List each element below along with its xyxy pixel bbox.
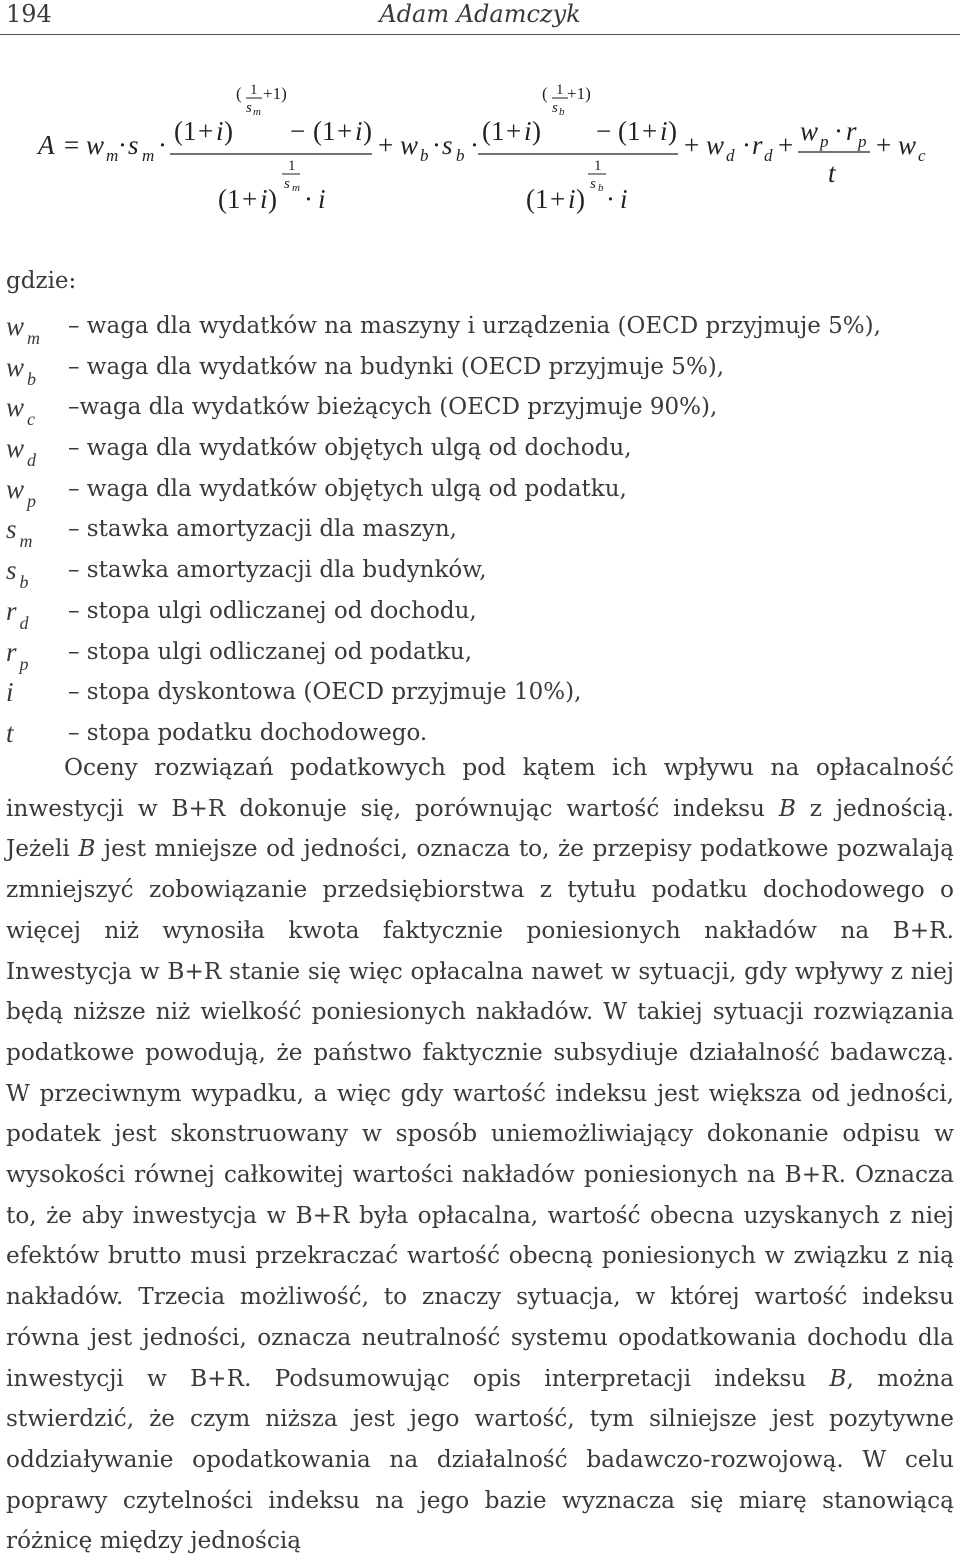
svg-text:+1): +1): [263, 84, 287, 103]
svg-text:s: s: [246, 100, 252, 116]
svg-text:b: b: [456, 146, 465, 165]
definition-row: [6, 347, 946, 388]
svg-text:): ): [668, 116, 677, 146]
svg-text:+: +: [684, 130, 700, 160]
svg-text:A: [36, 130, 55, 160]
definition-symbol: r $_p$: [6, 636, 29, 674]
svg-text:·: ·: [606, 184, 615, 214]
definition-row: [6, 387, 946, 428]
page-number: 194: [6, 0, 52, 28]
index-B: B: [78, 835, 96, 863]
svg-text:b: b: [598, 182, 604, 194]
svg-text:i: i: [568, 184, 576, 214]
svg-text:·: ·: [742, 130, 751, 160]
svg-text:·: ·: [470, 130, 479, 160]
definition-row: [6, 591, 946, 632]
definition-row: [6, 428, 946, 469]
svg-text:+: +: [550, 184, 566, 214]
svg-text:c: c: [918, 146, 926, 165]
definition-symbol: i: [6, 677, 14, 708]
svg-text:i: i: [216, 116, 224, 146]
svg-text:+: +: [778, 130, 794, 160]
svg-text:−: −: [290, 116, 306, 146]
svg-text:p: p: [858, 132, 867, 151]
formula-A: [0, 84, 960, 234]
svg-text:w: w: [800, 116, 819, 146]
svg-text:i: i: [620, 184, 628, 214]
svg-text:t: t: [828, 158, 836, 188]
definition-row: [6, 672, 946, 713]
svg-text:+: +: [506, 116, 522, 146]
svg-text:m: m: [106, 146, 119, 165]
svg-text:+: +: [876, 130, 892, 160]
svg-text:w: w: [898, 130, 917, 160]
svg-text:(: (: [542, 84, 548, 103]
definition-row: [6, 469, 946, 510]
svg-text:): ): [532, 116, 541, 146]
svg-text:s: s: [442, 130, 453, 160]
svg-text:s: s: [552, 100, 558, 116]
svg-text:+: +: [378, 130, 394, 160]
svg-text:b: b: [420, 146, 429, 165]
definition-symbol: w $_d$: [6, 433, 37, 471]
svg-text:b: b: [559, 106, 565, 118]
svg-text:1: 1: [556, 84, 564, 98]
definition-row: [6, 509, 946, 550]
svg-text:s: s: [590, 176, 596, 192]
svg-text:m: m: [142, 146, 155, 165]
definition-text: – waga dla wydatków objętych ulgą od podatku,: [68, 475, 627, 502]
svg-text:+1): +1): [567, 84, 591, 103]
svg-text:+: +: [337, 116, 353, 146]
fraction-machines: [170, 84, 372, 214]
definition-symbol: w $_p$: [6, 473, 37, 511]
definition-text: – waga dla wydatków objętych ulgą od dochodu,: [68, 435, 632, 462]
svg-text:r: r: [752, 130, 763, 160]
svg-text:+: +: [198, 116, 214, 146]
definition-symbol: t: [6, 717, 14, 748]
definition-symbol: w $_b$: [6, 351, 37, 389]
svg-text:d: d: [726, 146, 735, 165]
svg-text:): ): [576, 184, 585, 214]
svg-text:·: ·: [432, 130, 441, 160]
svg-text:p: p: [820, 132, 829, 151]
definition-row: [6, 550, 946, 591]
formula-A-symbol: A: [38, 130, 55, 160]
definition-symbol: s $_m$: [6, 514, 33, 552]
svg-text:m: m: [253, 106, 261, 118]
definition-row: [6, 632, 946, 673]
svg-text:·: ·: [118, 130, 127, 160]
svg-text:): ): [224, 116, 233, 146]
definition-text: – stopa dyskontowa (OECD przyjmuje 10%),: [68, 679, 582, 706]
svg-text:−: −: [596, 116, 612, 146]
definition-symbol: w $_c$: [6, 392, 36, 430]
svg-text:s: s: [128, 130, 139, 160]
svg-text:1: 1: [288, 158, 296, 174]
index-B: B: [778, 794, 796, 822]
body-paragraph: Oceny rozwiązań podatkowych pod kątem ich wpływu na opłacalność inwestycji w B+R dokonuje się, porównując wartość indeksu B z jednością. Jeżeli B jest mniejsze od jedności, oznacza to, że przepisy podatkowe pozwalają zmniejszyć zobowiązanie przedsiębiorstwa z tytułu podatku dochodowego o więcej niż wynosiła kwota faktycznie poniesionych nakładów na B+R. Inwestycja w B+R stanie się więc opłacalna nawet w sytuacji, gdy wpływy z niej będą niższe niż wielkość poniesionych nakładów. W takiej sytuacji rozwiązania podatkowe powodują, że państwo faktycznie subsydiuje działalność badawczą. W przeciwnym wypadku, a więc gdy wartość indeksu jest większa od jedności, podatek jest skonstruowany w sposób uniemożliwiający dokonanie odpisu w wysokości równej całkowitej wartości nakładów poniesionych na B+R. Oznacza to, że aby inwestycja w B+R była opłacalna, wartość obecna uzyskanych z niej efektów brutto musi przekraczać wartość obecną poniesionych w związku z nią nakładów. Trzecia możliwość, to znaczy sytuacja, w której wartość indeksu równa jest jedności, oznacza neutralność systemu opodatkowania dochodu dla inwestycji w B+R. Podsumowując opis interpretacji indeksu B, można stwierdzić, że czym niższa jest jego wartość, tym silniejsze jest pozytywne oddziaływanie opodatkowania na działalność badawczo-rozwojową. W celu poprawy czytelności indeksu na jego bazie wyznacza się miarę stanowiącą różnicę między jednością: [6, 754, 954, 1555]
svg-text:(1: (1: [618, 116, 641, 146]
definition-text: –waga dla wydatków bieżących (OECD przyjmuje 90%),: [68, 394, 718, 421]
fraction-buildings: [478, 84, 678, 214]
svg-text:w: w: [706, 130, 725, 160]
svg-text:w: w: [86, 130, 105, 160]
svg-text:(: (: [236, 84, 242, 103]
definition-text: – waga dla wydatków na maszyny i urządzenia (OECD przyjmuje 5%),: [68, 313, 881, 339]
formula-eq: =: [64, 130, 80, 160]
svg-text:i: i: [318, 184, 326, 214]
svg-text:·: ·: [158, 130, 167, 160]
svg-text:w: w: [400, 130, 419, 160]
svg-text:r: r: [846, 116, 857, 146]
page-header: [0, 0, 960, 35]
svg-text:·: ·: [834, 116, 843, 146]
svg-text:+: +: [642, 116, 658, 146]
gdzie-label: gdzie:: [6, 268, 77, 294]
definition-row: [6, 306, 946, 347]
svg-text:i: i: [660, 116, 668, 146]
definition-symbol: w $_m$: [6, 311, 41, 348]
svg-text:d: d: [764, 146, 773, 165]
svg-text:s: s: [284, 176, 290, 192]
definition-text: – stawka amortyzacji dla maszyn,: [68, 516, 457, 543]
svg-text:1: 1: [594, 158, 602, 174]
definition-text: – stopa ulgi odliczanej od podatku,: [68, 638, 473, 665]
svg-text:+: +: [242, 184, 258, 214]
svg-text:i: i: [524, 116, 532, 146]
definition-text: – stopa ulgi odliczanej od dochodu,: [68, 597, 477, 624]
definition-text: – stawka amortyzacji dla budynków,: [68, 557, 487, 584]
definition-text: – stopa podatku dochodowego.: [68, 719, 428, 746]
svg-text:i: i: [355, 116, 363, 146]
definition-symbol: s $_b$: [6, 555, 29, 593]
svg-text:(1: (1: [174, 116, 197, 146]
svg-text:(1: (1: [482, 116, 505, 146]
fraction-tax-credit: [798, 116, 870, 188]
svg-text:(1: (1: [526, 184, 549, 214]
svg-text:i: i: [260, 184, 268, 214]
svg-text:): ): [268, 184, 277, 214]
running-head: Adam Adamczyk: [379, 0, 581, 28]
svg-text:m: m: [292, 182, 300, 194]
svg-text:): ): [363, 116, 372, 146]
svg-text:1: 1: [250, 84, 258, 98]
svg-text:(1: (1: [313, 116, 336, 146]
definitions-list: [6, 306, 946, 754]
definition-symbol: r $_d$: [6, 595, 29, 633]
svg-text:·: ·: [304, 184, 313, 214]
svg-text:(1: (1: [218, 184, 241, 214]
index-B: B: [829, 1364, 847, 1392]
definition-text: – waga dla wydatków na budynki (OECD przyjmuje 5%),: [68, 353, 725, 380]
